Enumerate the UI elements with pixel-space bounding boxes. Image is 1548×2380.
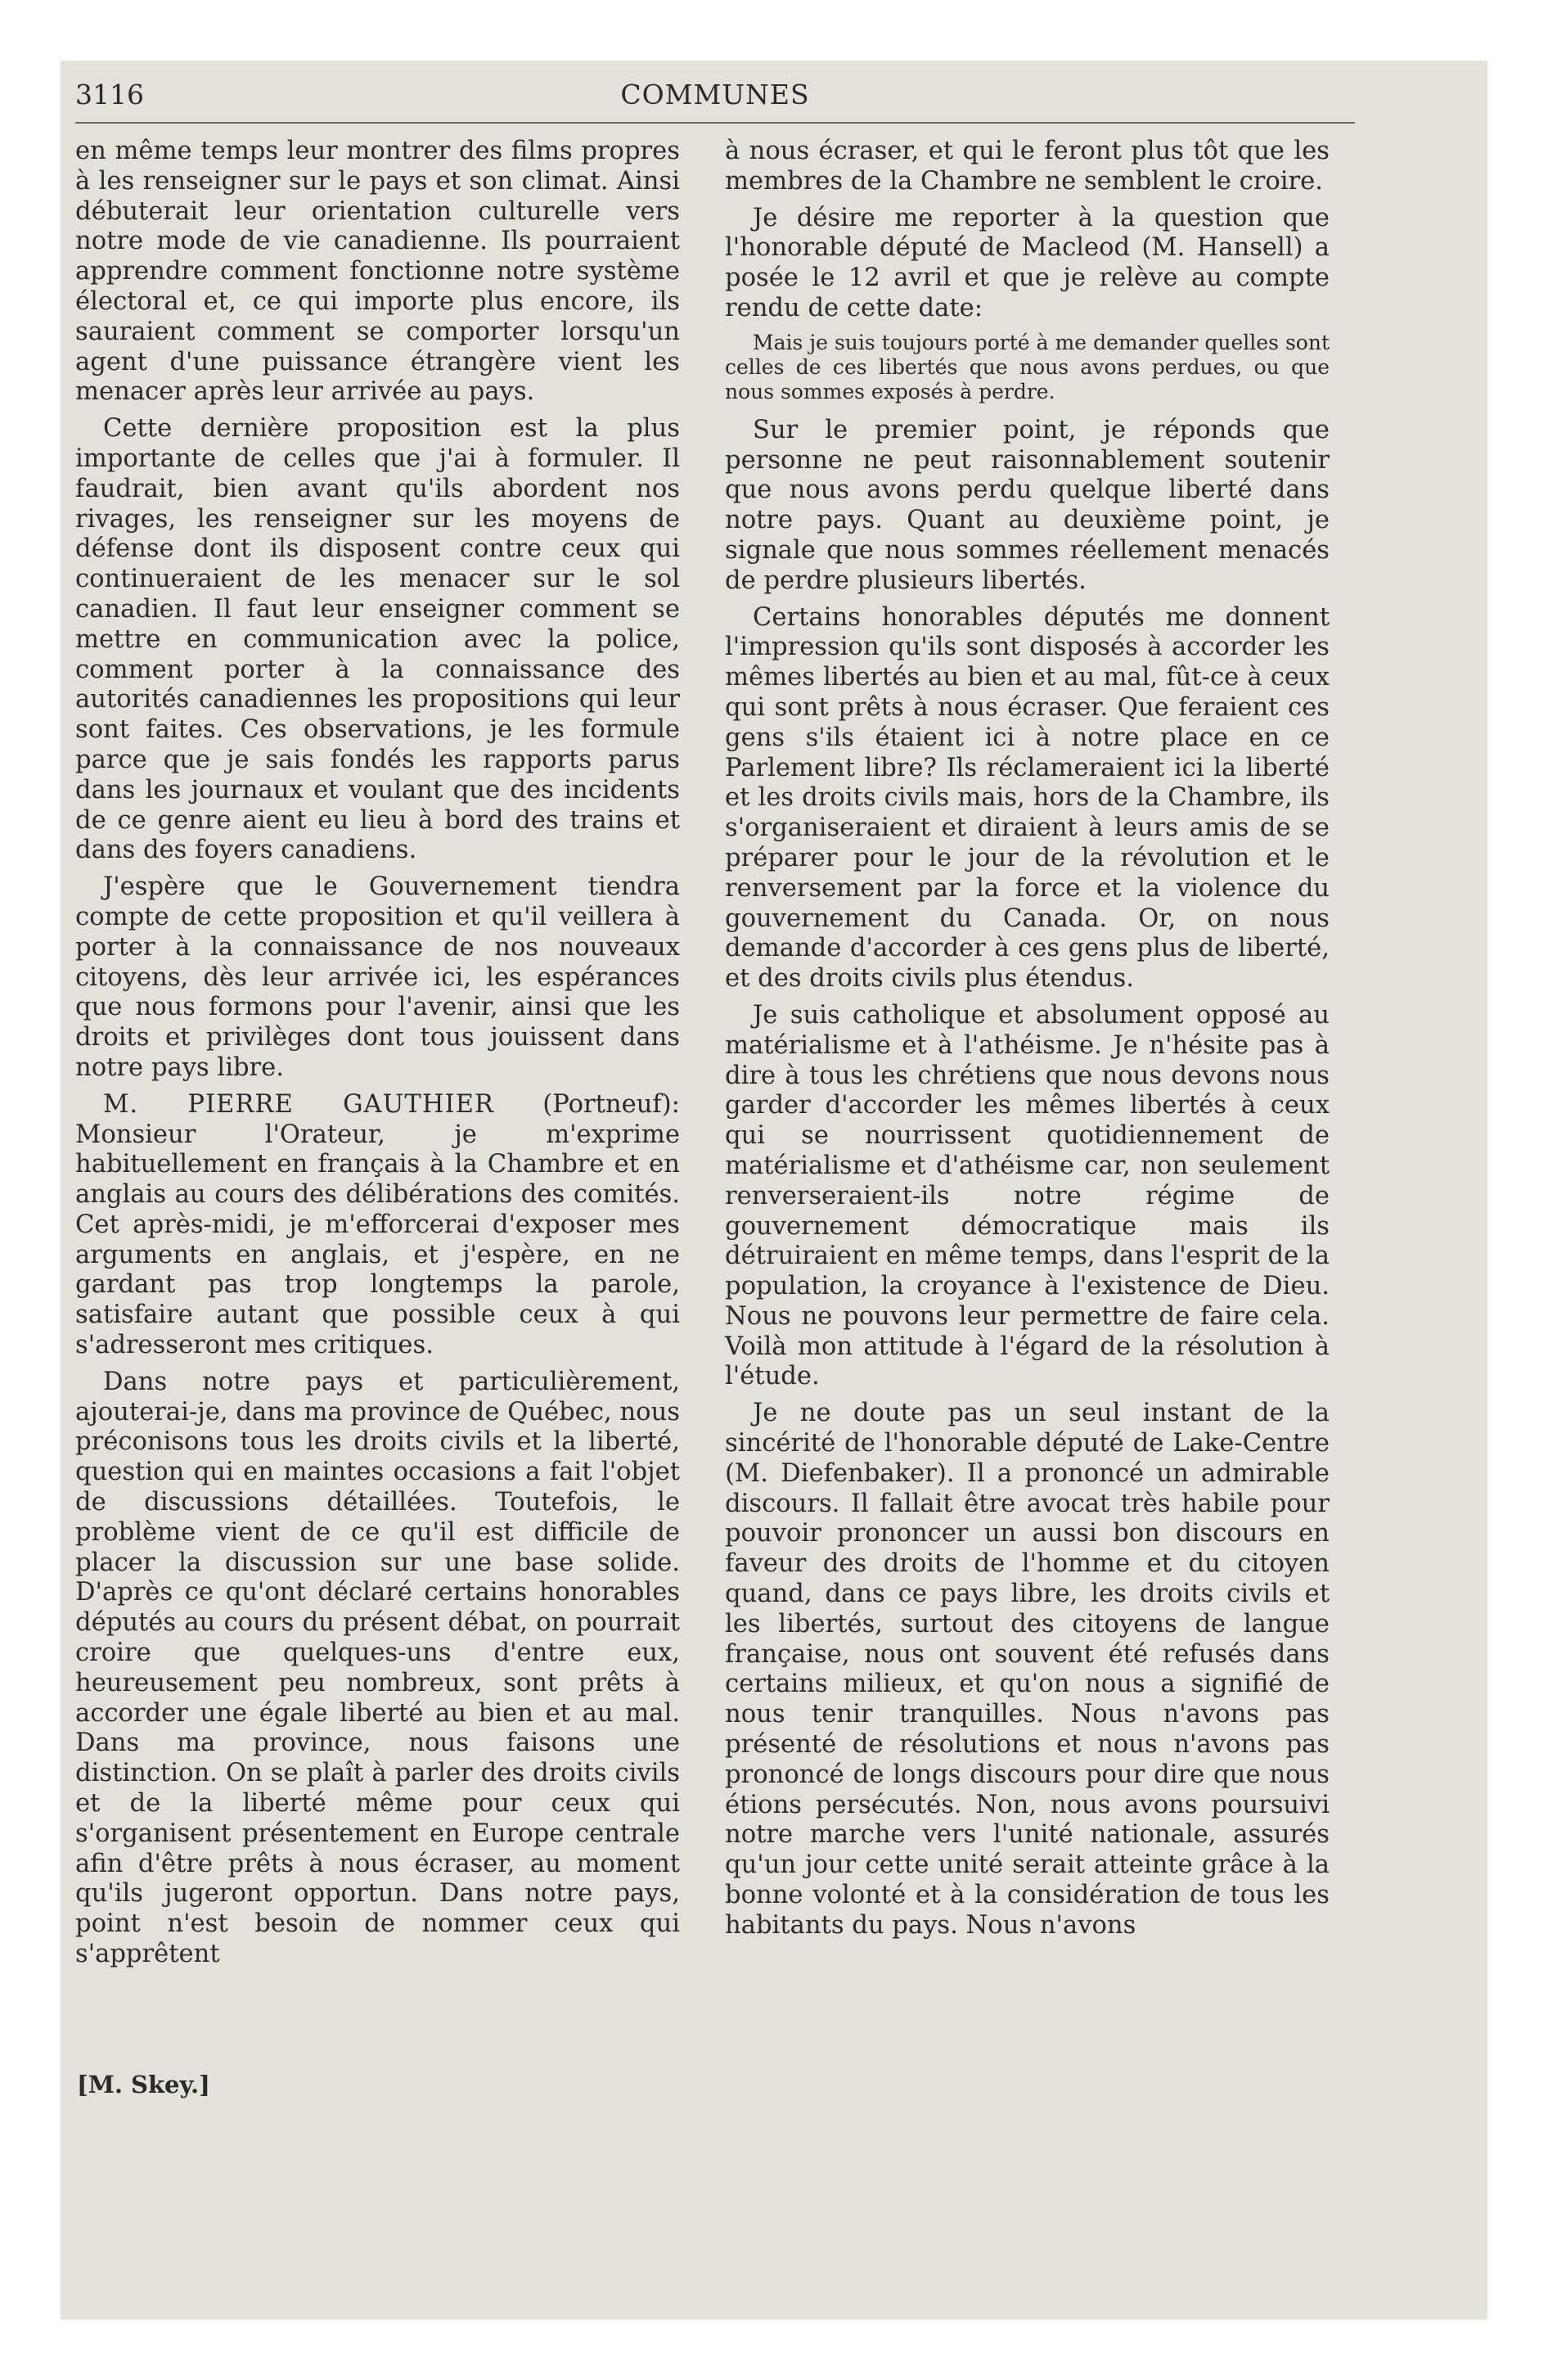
left-paragraph-2: Cette dernière proposition est la plus importante de celles que j'ai à formuler. Il faudrait, bien avant qu'ils abordent nos rivages, les renseigner sur les moyens de défense dont ils disposent contre ceux qui continueraient de les menacer sur le sol canadien. Il faut leur enseigner comment se mettre en communication avec la police, comment porter à la connaissance des autorités canadiennes les propositions qui leur sont faites. Ces observations, je les formule parce que je sais fondés les rapports parus dans les journaux et voulant que des incidents de ce genre aient eu lieu à bord des trains et dans des foyers canadiens. (75, 414, 680, 865)
speaker-name: M. PIERRE GAUTHIER (103, 1089, 494, 1119)
left-column (75, 137, 680, 1977)
header-rule (75, 122, 1355, 124)
page-header (75, 79, 1355, 115)
right-paragraph-3: Sur le premier point, je réponds que personne ne peut raisonnablement soutenir que nous avons perdu quelque liberté dans notre pays. Quant au deuxième point, je signale que nous sommes réellement menacés de perdre plusieurs libertés. (725, 415, 1330, 595)
right-paragraph-5: Je suis catholique et absolument opposé au matérialisme et à l'athéisme. Je n'hésite pas à dire à tous les chrétiens que nous devons nous garder d'accorder les mêmes libertés à ceux qui se nourrissent quotidiennement de matérialisme et d'athéisme car, non seulement renverseraient-ils notre régime de gouvernement démocratique mais ils détruiraient en même temps, dans l'esprit de la population, la croyance à l'existence de Dieu. Nous ne pouvons leur permettre de faire cela. Voilà mon attitude à l'égard de la résolution à l'étude. (725, 1000, 1330, 1391)
left-paragraph-4 (75, 1090, 680, 1361)
running-head: COMMUNES (620, 79, 810, 110)
page-number: 3116 (75, 79, 144, 110)
block-quote: Mais je suis toujours porté à me demander quelles sont celles de ces libertés que nous avons perdues, ou que nous sommes exposés à perdre. (725, 330, 1330, 403)
right-paragraph-4: Certains honorables députés me donnent l'impression qu'ils sont disposés à accorder les mêmes libertés au bien et au mal, fût-ce à ceux qui sont prêts à nous écraser. Que feraient ces gens s'ils étaient ici à notre place en ce Parlement libre? Ils réclameraient ici la liberté et les droits civils mais, hors de la Chambre, ils s'organiseraient et diraient à leurs amis de se préparer pour le jour de la révolution et le renversement par la force et la violence du gouvernement du Canada. Or, on nous demande d'accorder à ces gens plus de liberté, et des droits civils plus étendus. (725, 602, 1330, 994)
speaker-riding: (Portneuf): (542, 1089, 680, 1119)
left-paragraph-3: J'espère que le Gouvernement tiendra compte de cette proposition et qu'il veillera à porter à la connaissance de nos nouveaux citoyens, dès leur arrivée ici, les espérances que nous formons pour l'avenir, ainsi que les droits et privilèges dont tous jouissent dans notre pays libre. (75, 872, 680, 1082)
right-column (725, 137, 1330, 1948)
right-paragraph-1: à nous écraser, et qui le feront plus tôt que les membres de la Chambre ne semblent le croire. (725, 137, 1330, 196)
speaker-footer-tag: [M. Skey.] (77, 2071, 210, 2098)
right-paragraph-6: Je ne doute pas un seul instant de la sincérité de l'honorable député de Lake-Centre (M. Diefenbaker). Il a prononcé un admirable discours. Il fallait être avocat très habile pour pouvoir prononcer un aussi bon discours en faveur des droits de l'homme et du citoyen quand, dans ce pays libre, les droits civils et les libertés, surtout des citoyens de langue française, nous ont souvent été refusés dans certains milieux, et qu'on nous a signifié de nous tenir tranquilles. Nous n'avons pas présenté de résolutions et nous n'avons pas prononcé de longs discours pour dire que nous étions persécutés. Non, nous avons poursuivi notre marche vers l'unité nationale, assurés qu'un jour cette unité serait atteinte grâce à la bonne volonté et à la considération de tous les habitants du pays. Nous n'avons (725, 1399, 1330, 1940)
speech-text: Monsieur l'Orateur, je m'exprime habituellement en français à la Chambre et en anglais au cours des délibérations des comités. Cet après-midi, je m'efforcerai d'exposer mes arguments en anglais, et j'espère, en ne gardant pas trop longtemps la parole, satisfaire autant que possible ceux à qui s'adresseront mes critiques. (75, 1120, 680, 1360)
left-paragraph-5: Dans notre pays et particulièrement, ajouterai-je, dans ma province de Québec, nous préconisons tous les droits civils et la liberté, question qui en maintes occasions a fait l'objet de discussions détaillées. Toutefois, le problème vient de ce qu'il est difficile de placer la discussion sur une base solide. D'après ce qu'ont déclaré certains honorables députés au cours du présent débat, on pourrait croire que quelques-uns d'entre eux, heureusement peu nombreux, sont prêts à accorder une égale liberté au bien et au mal. Dans ma province, nous faisons une distinction. On se plaît à parler des droits civils et de la liberté même pour ceux qui s'organisent présentement en Europe centrale afin d'être prêts à nous écraser, au moment qu'ils jugeront opportun. Dans notre pays, point n'est besoin de nommer ceux qui s'apprêtent (75, 1367, 680, 1969)
right-paragraph-2: Je désire me reporter à la question que l'honorable député de Macleod (M. Hansell) a posée le 12 avril et que je relève au compte rendu de cette date: (725, 203, 1330, 322)
left-paragraph-1: en même temps leur montrer des films propres à les renseigner sur le pays et son climat. Ainsi débuterait leur orientation culturelle vers notre mode de vie canadienne. Ils pourraient apprendre comment fonctionne notre système électoral et, ce qui importe plus encore, ils sauraient comment se comporter lorsqu'un agent d'une puissance étrangère vient les menacer après leur arrivée au pays. (75, 137, 680, 407)
